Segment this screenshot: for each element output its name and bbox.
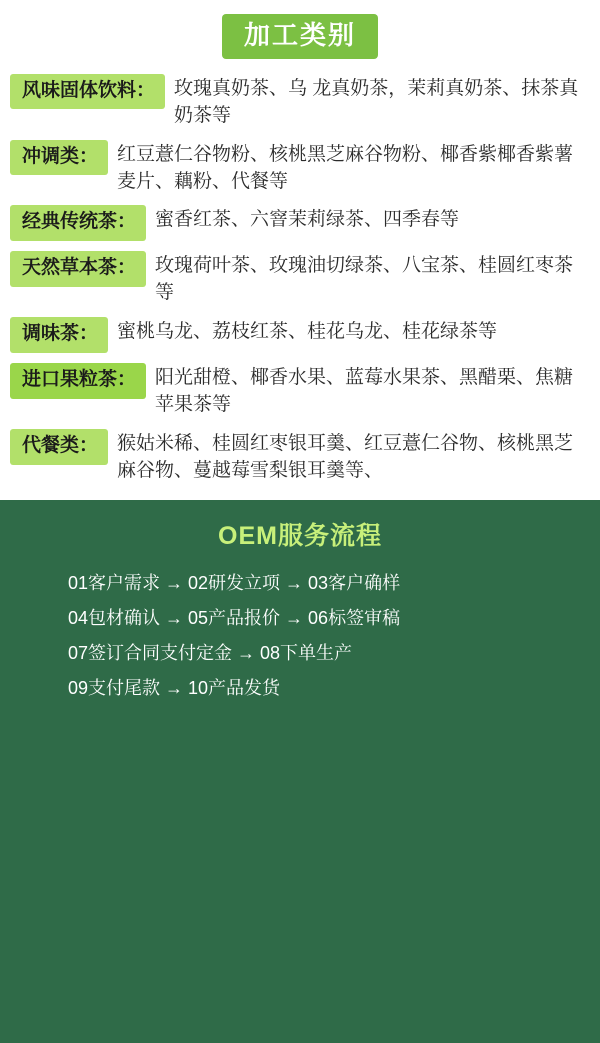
category-tag: 冲调类： bbox=[10, 140, 108, 176]
category-tag: 进口果粒茶： bbox=[10, 363, 146, 399]
category-description: 玫瑰真奶茶、乌 龙真奶茶，茉莉真奶茶、抹茶真奶茶等 bbox=[174, 77, 579, 126]
oem-flow-line: 07签订合同支付定金 → 08下单生产 bbox=[68, 643, 353, 664]
category-row bbox=[0, 73, 600, 130]
category-row bbox=[0, 316, 600, 353]
category-description: 蜜桃乌龙、荔枝红茶、桂花乌龙、桂花绿茶等 bbox=[117, 321, 498, 343]
oem-flow-list bbox=[0, 566, 600, 706]
category-row bbox=[0, 204, 600, 241]
category-description: 阳光甜橙、椰香水果、蓝莓水果茶、黑醋栗、焦糖苹果茶等 bbox=[155, 367, 574, 416]
oem-flow-line: 01客户需求 → 02研发立项 → 03客户确样 bbox=[68, 572, 401, 593]
category-description: 蜜香红茶、六窨茉莉绿茶、四季春等 bbox=[155, 209, 460, 231]
category-description: 红豆薏仁谷物粉、核桃黑芝麻谷物粉、椰香紫椰香紫薯麦片、藕粉、代餐等 bbox=[117, 143, 574, 192]
category-row bbox=[0, 250, 600, 307]
category-row bbox=[0, 139, 600, 196]
oem-service-title: OEM服务流程 bbox=[218, 521, 382, 550]
oem-service-section bbox=[0, 500, 600, 1043]
category-tag: 调味茶： bbox=[10, 317, 108, 353]
category-tag: 经典传统茶： bbox=[10, 205, 146, 241]
category-row bbox=[0, 428, 600, 485]
category-tag: 风味固体饮料： bbox=[10, 74, 165, 110]
oem-flow-line: 09支付尾款 → 10产品发货 bbox=[68, 678, 281, 699]
main-title-container bbox=[0, 14, 600, 59]
category-description: 玫瑰荷叶茶、玫瑰油切绿茶、八宝茶、桂圆红枣茶等 bbox=[155, 255, 574, 304]
oem-flow-line: 04包材确认 → 05产品报价 → 06标签审稿 bbox=[68, 608, 401, 629]
category-tag: 天然草本茶： bbox=[10, 251, 146, 287]
page-title: 加工类别 bbox=[222, 14, 378, 59]
category-description: 猴姑米稀、桂圆红枣银耳羹、红豆薏仁谷物、核桃黑芝麻谷物、蔓越莓雪梨银耳羹等、 bbox=[117, 433, 574, 481]
category-row bbox=[0, 362, 600, 419]
processing-categories-section bbox=[0, 0, 600, 500]
category-tag: 代餐类： bbox=[10, 429, 108, 465]
